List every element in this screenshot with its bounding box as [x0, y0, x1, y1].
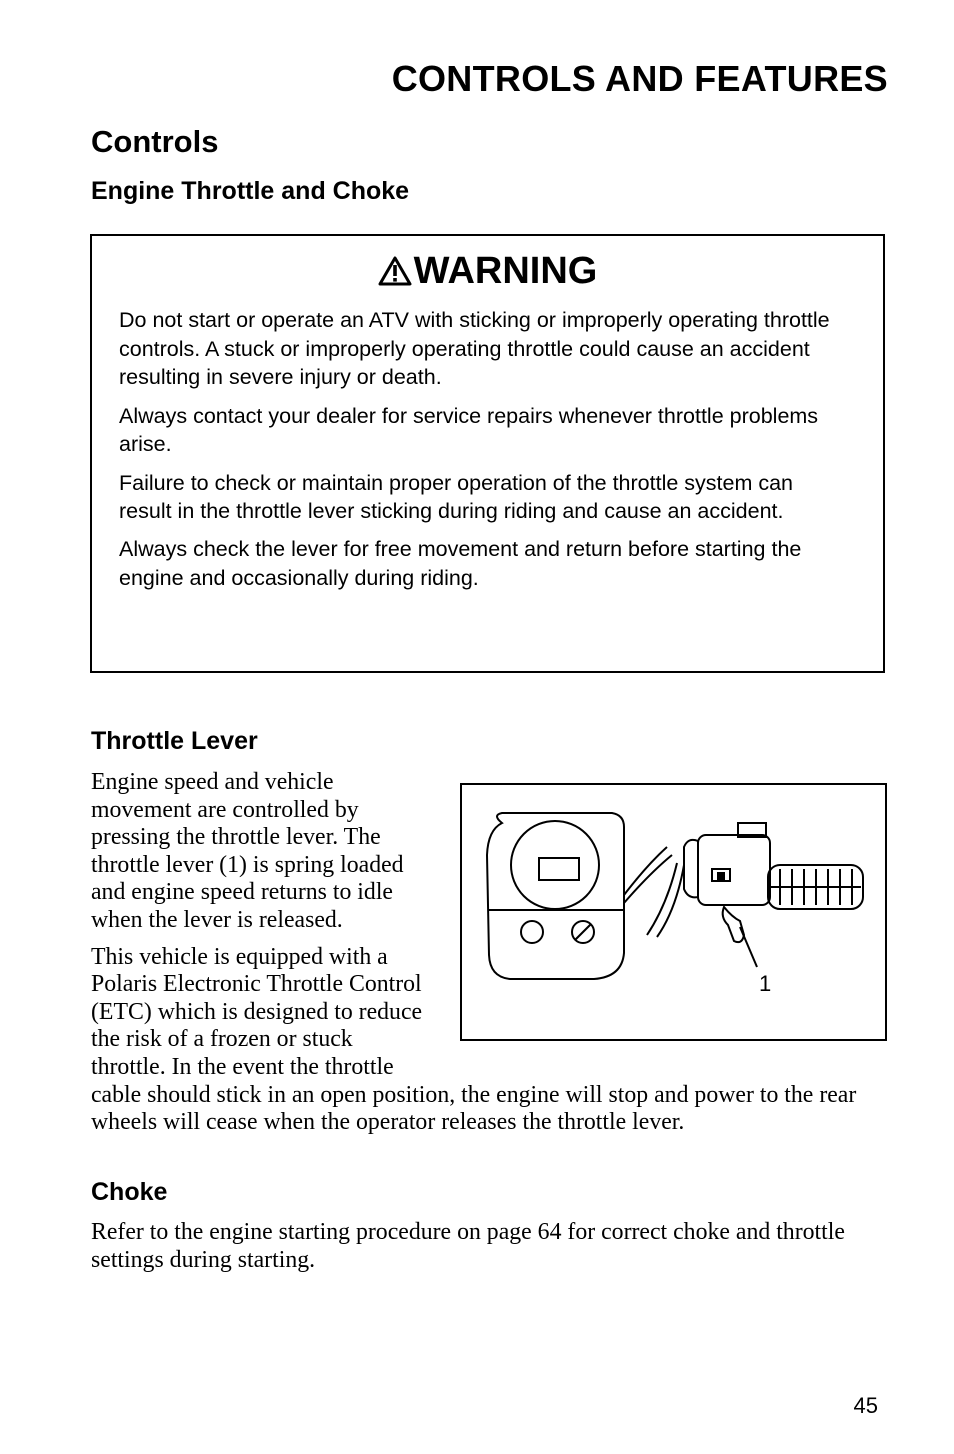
- throttle-lever-paragraph: This vehicle is equipped with a Polaris Electronic Throttle Control (ETC) which is designed to reduce the risk of a frozen or stuck throttle. In the event the throttle cable should stick in an open position, the engine will stop and power to the rear wheels will cease when the operator releases the throttle lever.: [91, 943, 857, 1136]
- page-number: 45: [853, 1393, 878, 1418]
- warning-paragraph: Always contact your dealer for service repairs whenever throttle problems arise.: [119, 403, 819, 457]
- warning-paragraph: Failure to check or maintain proper operation of the throttle system can result in the throttle lever sticking during riding and cause an accident.: [119, 470, 794, 524]
- warning-triangle-icon: [378, 256, 412, 286]
- figure-callout: 1: [759, 971, 772, 996]
- section-title: Controls: [91, 124, 219, 159]
- warning-paragraph: Always check the lever for free movement and return before starting the engine and occasionally during riding.: [119, 537, 802, 591]
- warning-paragraph: Do not start or operate an ATV with sticking or improperly operating throttle controls. A stuck or improperly operating throttle could cause an accident resulting in severe injury or death.: [119, 308, 830, 390]
- choke-heading: Choke: [91, 1178, 168, 1206]
- handlebar-illustration: [462, 785, 885, 1039]
- throttle-lever-figure: [460, 783, 887, 1041]
- warning-heading: [92, 250, 883, 293]
- engine-throttle-heading: Engine Throttle and Choke: [91, 177, 410, 205]
- warning-label: WARNING: [413, 250, 598, 292]
- throttle-lever-heading: Throttle Lever: [91, 727, 258, 755]
- choke-text: Refer to the engine starting procedure on page 64 for correct choke and throttle settings during starting.: [91, 1219, 845, 1273]
- throttle-lever-paragraph: Engine speed and vehicle movement are controlled by pressing the throttle lever. The throttle lever (1) is spring loaded and engine speed returns to idle when the lever is released.: [91, 769, 404, 933]
- page-title: CONTROLS AND FEATURES: [391, 58, 888, 99]
- warning-box: [90, 234, 885, 673]
- warning-text: [119, 306, 843, 602]
